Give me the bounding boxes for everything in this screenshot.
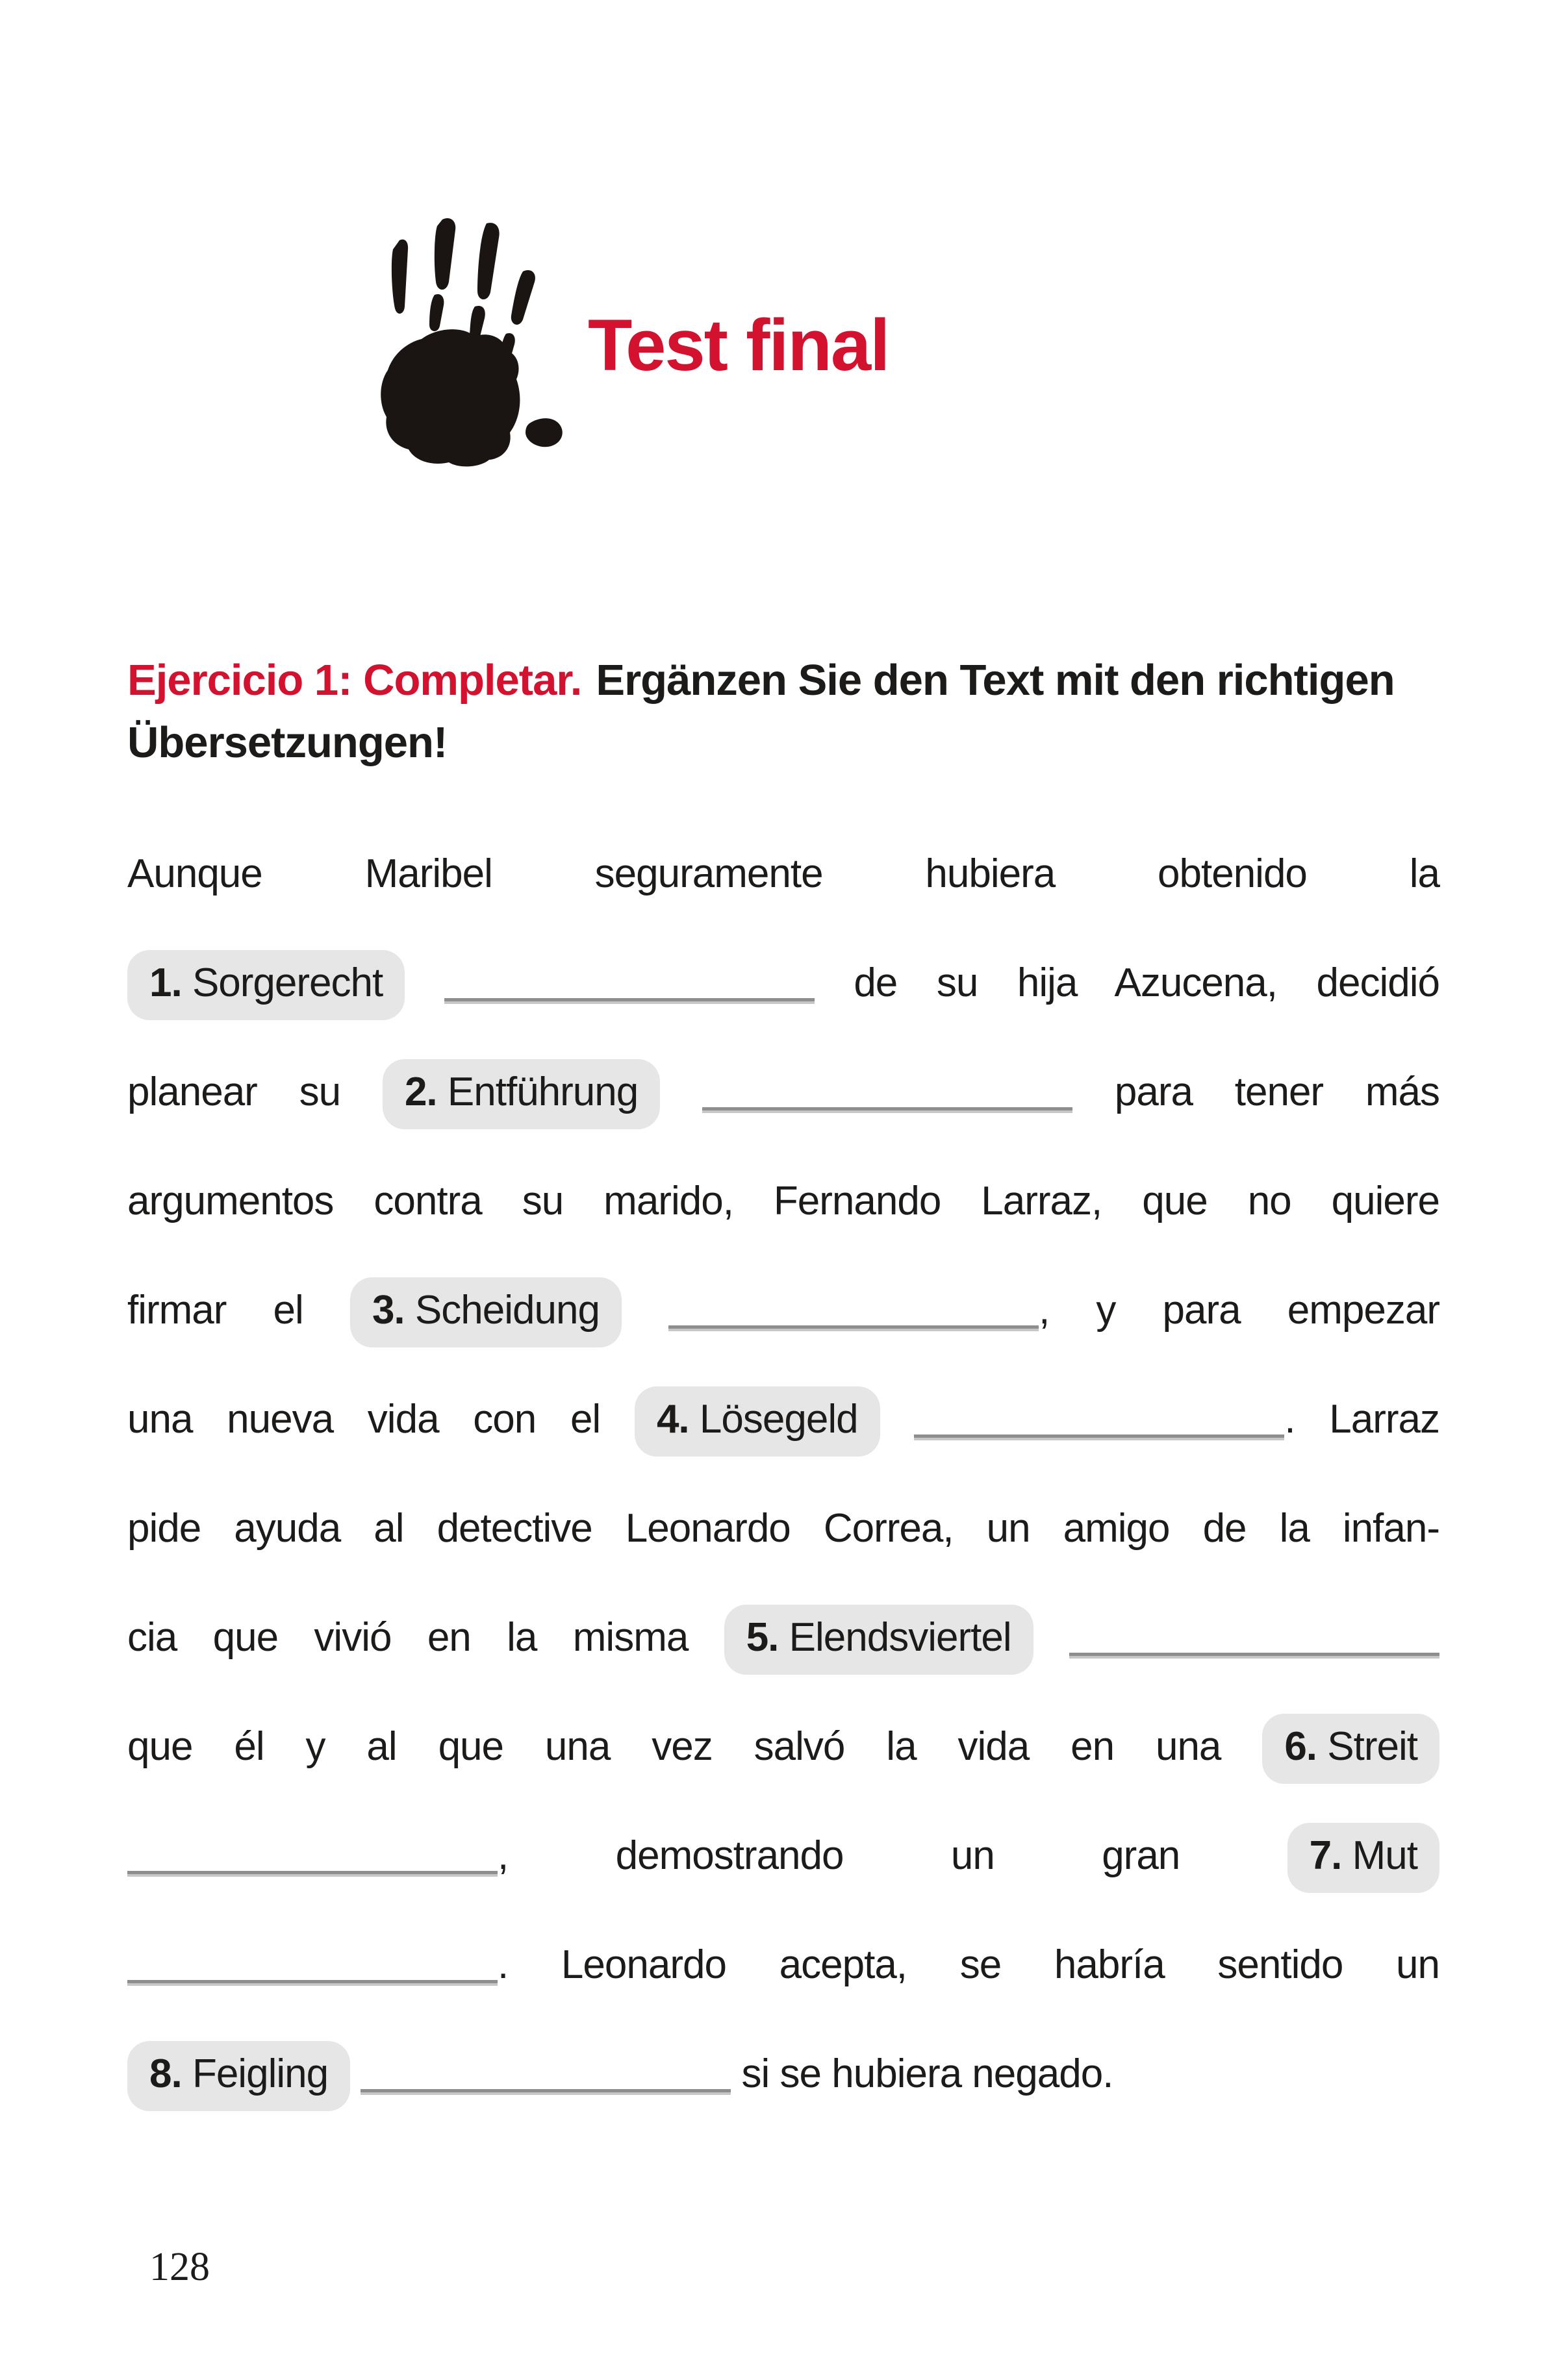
text-run: que él y al que una vez salvó la vida en una	[127, 1724, 1221, 1769]
text-line	[127, 1801, 1439, 1910]
text-run: . Leonardo acepta, se habría sentido un	[498, 1942, 1439, 1987]
text-run: una nueva vida con el	[127, 1397, 601, 1442]
text-run: . Larraz	[1284, 1397, 1439, 1442]
hint-word: Entführung	[447, 1070, 639, 1114]
hint-number: 3.	[372, 1288, 405, 1333]
answer-blank	[702, 1107, 1072, 1113]
text-run: cia que vivió en la misma	[127, 1615, 689, 1660]
text-run: pide ayuda al detective Leonardo Correa, un amigo de la infan-	[127, 1506, 1439, 1551]
text-run: , y para empezar	[1039, 1288, 1440, 1333]
hint-number: 2.	[404, 1070, 437, 1114]
page-number: 128	[149, 2245, 210, 2289]
text-run: planear su	[127, 1070, 341, 1114]
hint-word: Scheidung	[414, 1288, 600, 1333]
cloze-hint-pill	[1287, 1823, 1439, 1893]
text-line	[127, 1692, 1439, 1801]
handprint-stamp-icon	[359, 209, 587, 468]
hint-word: Lösegeld	[699, 1397, 858, 1442]
cloze-hint-pill	[127, 950, 405, 1020]
text-line	[127, 2020, 1439, 2129]
exercise-label: Ejercicio 1: Completar.	[127, 656, 582, 705]
cloze-hint-pill	[350, 1277, 622, 1347]
page-title: Test final	[588, 305, 889, 386]
text-line	[127, 820, 1439, 929]
answer-blank	[444, 998, 815, 1004]
chapter-header	[359, 209, 1139, 482]
hint-number: 6.	[1284, 1724, 1317, 1769]
text-line	[127, 1365, 1439, 1474]
hint-number: 1.	[149, 960, 182, 1005]
text-run: , demostrando un gran	[498, 1833, 1180, 1878]
text-line	[127, 1474, 1439, 1583]
cloze-hint-pill	[127, 2041, 350, 2111]
cloze-hint-pill	[383, 1059, 660, 1129]
hint-number: 7.	[1309, 1833, 1342, 1878]
text-line	[127, 1583, 1439, 1692]
cloze-hint-pill	[1262, 1714, 1439, 1784]
text-line	[127, 1256, 1439, 1365]
cloze-text	[127, 820, 1439, 2129]
answer-blank	[1069, 1653, 1439, 1659]
text-line	[127, 929, 1439, 1038]
text-run: de su hija Azucena, decidió	[854, 960, 1439, 1005]
cloze-hint-pill	[724, 1605, 1033, 1675]
text-run: para tener más	[1114, 1070, 1439, 1114]
answer-blank	[914, 1434, 1284, 1440]
answer-blank	[127, 1980, 498, 1986]
hint-word: Streit	[1327, 1724, 1417, 1769]
text-run: firmar el	[127, 1288, 303, 1333]
text-run: argumentos contra su marido, Fernando Larraz, que no quiere	[127, 1179, 1439, 1223]
answer-blank	[127, 1871, 498, 1877]
text-line	[127, 1038, 1439, 1147]
text-run: si se hubiera negado.	[741, 2051, 1113, 2096]
exercise-heading	[127, 649, 1446, 774]
hint-number: 8.	[149, 2051, 182, 2096]
text-run: Aunque Maribel seguramente hubiera obtenido la	[127, 851, 1439, 896]
cloze-hint-pill	[635, 1386, 880, 1457]
hint-number: 4.	[656, 1397, 689, 1442]
hint-word: Elendsviertel	[789, 1615, 1011, 1660]
hint-word: Sorgerecht	[192, 960, 383, 1005]
text-line	[127, 1910, 1439, 2020]
hint-word: Feigling	[192, 2051, 329, 2096]
answer-blank	[668, 1325, 1039, 1331]
text-line	[127, 1147, 1439, 1256]
answer-blank	[361, 2089, 731, 2095]
hint-word: Mut	[1352, 1833, 1417, 1878]
hint-number: 5.	[746, 1615, 779, 1660]
exercise-instruction: Ergänzen Sie den Text mit den richtigen Übersetzungen!	[127, 656, 1395, 767]
